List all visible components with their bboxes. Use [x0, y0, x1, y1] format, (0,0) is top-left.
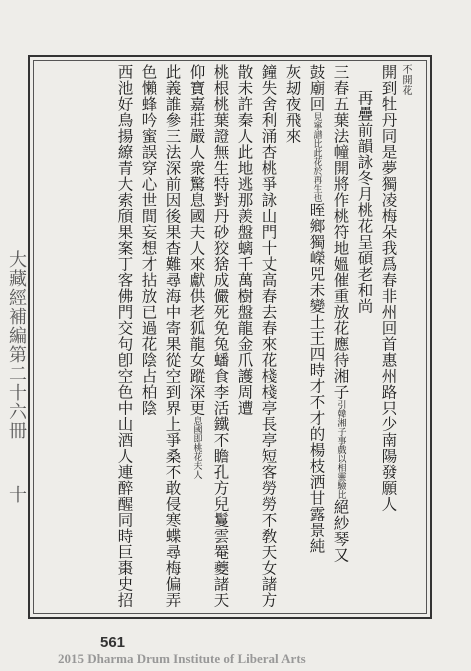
- spine-title-text: 大藏經補編第二十六冊: [6, 250, 27, 440]
- column-10-text: 仰寶嘉莊嚴人衆驚息國夫人來獻供老狐龍女蹤深更: [187, 64, 206, 416]
- column-6-text: 灰刼夜飛來: [283, 64, 302, 144]
- column-5: [308, 64, 324, 554]
- column-13: [116, 64, 132, 608]
- column-3: [356, 90, 372, 314]
- column-5-text: 鼓廟回: [307, 64, 326, 112]
- column-13-tail: 招: [115, 592, 134, 608]
- column-10: [188, 64, 204, 479]
- copyright-notice: 2015 Dharma Drum Institute of Liberal Arts: [58, 651, 306, 666]
- spine-title: [3, 250, 29, 440]
- column-7: [260, 64, 276, 608]
- column-10-note: 息國即桃花夫人: [191, 416, 202, 479]
- column-11: [164, 64, 180, 608]
- column-4-text: 三春五葉法幢開將作桃符地媼催重放花應待湘子: [331, 64, 350, 400]
- column-5-tail: 晊鄉獨嶸兕未變土王四時才不才的楊枝洒甘露景純: [307, 202, 326, 554]
- column-1-text: 不開花: [400, 64, 411, 96]
- column-2: [380, 64, 396, 512]
- spine-tail-text: 十: [6, 485, 27, 504]
- column-9-text: 桃根桃葉證無生特對丹砂狡猞成儼死免兔蟠食李活鐵不瞻孔方兒鬘雲罨夔諸天: [211, 64, 230, 608]
- column-6: [284, 64, 300, 144]
- column-7-text: 鐘失舍利涌杏桃爭詠山門十丈高春去春來花棧棧亭長亭短客勞勞不敎天女諸方: [259, 64, 278, 608]
- column-8-text: 散未許秦人此地逃那羨盤螭千萬樹盤龍金爪護周遭: [235, 64, 254, 416]
- spine-tail: [3, 485, 29, 504]
- page-number: 561: [100, 634, 126, 651]
- column-1: [400, 64, 410, 96]
- column-4-tail: 絕紗琴又: [331, 499, 350, 563]
- column-12: [140, 64, 156, 416]
- column-2-text: 開到牡丹同是夢獨凌梅朵我爲春非州回首惠州路只少南陽發願人: [379, 64, 398, 512]
- column-5-note: 見寧譜比此花於再生也: [311, 112, 322, 202]
- column-8: [236, 64, 252, 416]
- column-12-text: 色懶蜂吟蜜誤穿心世間妄想才拈放已過花陰占柏陰: [139, 64, 158, 416]
- column-9: [212, 64, 228, 608]
- column-11-text: 此義誰參三法深前因後果杳難尋海中寄果從空到界上爭桑不敢侵寒蝶尋梅偏弄: [163, 64, 182, 608]
- column-4: [332, 64, 348, 563]
- column-13-text: 西池好鳥揚繚青大索頎果案丁客佛門交句卽空色中山酒人連醉醒同時巨棗史: [115, 64, 134, 592]
- column-4-note: 引韓湘子事戲以相靈驗比: [335, 400, 346, 499]
- column-3-text: 再疊前韻詠冬月桃花呈碩老和尚: [355, 90, 374, 314]
